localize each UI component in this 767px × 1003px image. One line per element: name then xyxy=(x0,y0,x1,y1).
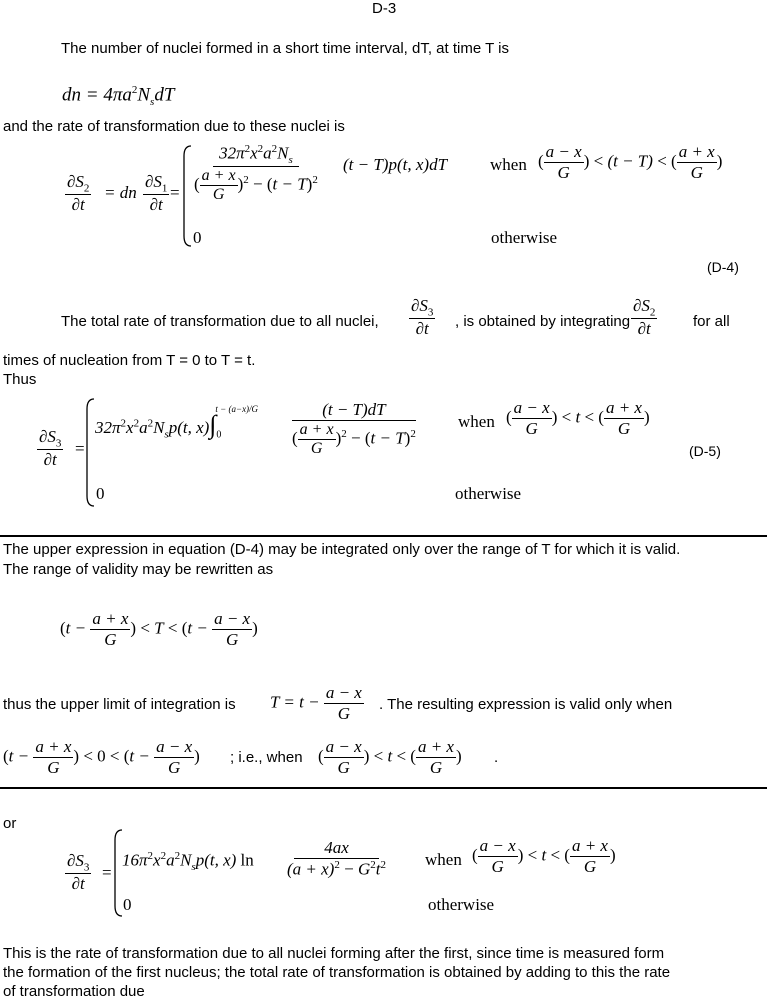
equation-d5-label: (D-5) xyxy=(689,443,721,459)
d4-lhs-1: $\frac{\partial S_2}{\partial t}$ xyxy=(67,172,90,215)
paragraph-total-rate-b: , is obtained by integrating xyxy=(455,313,631,330)
note-line-3b: . The resulting expression is valid only when xyxy=(379,696,673,713)
divider-bottom xyxy=(0,787,767,789)
fraction-dS3-dt: $\frac{\partial S_3}{\partial t}$ xyxy=(411,296,434,339)
equation-d4-label: (D-4) xyxy=(707,259,739,275)
equation-final: $\frac{\partial S_3}{\partial t}$ = $16\pi^2x^2a^2N_sp(t$, x) ln $\frac{4ax}{(a + x)^2 - G^2t^2}$ when ( $\frac{a - x}{G}$ ) < t < ( $\frac{a + x}{G}$ ) 0 otherwise xyxy=(67,836,616,914)
paragraph-nuclei-count: The number of nuclei formed in a short time interval, dT, at time T is xyxy=(61,40,509,57)
equation-d4: $\frac{\partial S_2}{\partial t}$ = dn $\frac{\partial S_1}{\partial t}$ = $32\pi^2x^2a^2N_s$ ( $\frac{a + x}{G}$ )$^2 - (t - T)^2$ (t − T)p(t, x)dT when ( $\frac{a - x}{G}$ ) < (t − T) < ( $\frac{a + x}{G}$ ) 0 otherwise xyxy=(67,142,723,247)
closing-line-2: the formation of the first nucleus; the total rate of transformation is obtained by adding to this the rate xyxy=(3,964,671,981)
note-line-4a: ; i.e., when xyxy=(230,749,303,766)
d4-lhs-2: $\frac{\partial S_1}{\partial t}$ xyxy=(145,172,168,215)
equation-dn: dn = $4\pi a^2N_sdT$ xyxy=(62,84,175,109)
paragraph-thus: Thus xyxy=(3,371,37,388)
page-label: D-3 xyxy=(372,0,397,17)
paragraph-or: or xyxy=(3,815,17,832)
equation-d5: $\frac{\partial S_3}{\partial t}$ = $32\pi^2x^2a^2N_sp(t$, $x)\int_0^{t - (a-x)/G}$ (t − T)dT ( $\frac{a + x}{G}$ )$^2 - (t - T)^2$ when ( $\frac{a - x}{G}$ ) < t < ( $\frac{a + x}{G}$ ) 0 otherwise xyxy=(39,398,650,503)
fraction-dS2-dt: $\frac{\partial S_2}{\partial t}$ xyxy=(633,296,656,339)
paragraph-nucleation-times: times of nucleation from T = 0 to T = t. xyxy=(3,352,256,369)
equation-t-condition: ( $\frac{a - x}{G}$ ) < t < ( $\frac{a + x}{G}$ ) xyxy=(318,737,462,777)
paragraph-total-rate-a: The total rate of transformation due to all nuclei, xyxy=(61,313,379,330)
note-line-1: The upper expression in equation (D-4) may be integrated only over the range of T for which it is valid. xyxy=(3,541,681,558)
closing-line-1: This is the rate of transformation due to all nuclei forming after the first, since time is measured form xyxy=(3,945,665,962)
note-line-4b: . xyxy=(494,749,499,766)
note-line-2: The range of validity may be rewritten as xyxy=(3,561,274,578)
note-line-3a: thus the upper limit of integration is xyxy=(3,696,236,713)
equation-upper-limit: T = t − $\frac{a - x}{G}$ xyxy=(270,683,362,723)
equation-validity-condition: (t − $\frac{a + x}{G}$ ) < 0 < (t − $\frac{a - x}{G}$ ) xyxy=(3,737,200,777)
divider-top xyxy=(0,535,767,537)
paragraph-total-rate-c: for all xyxy=(693,313,730,330)
paragraph-rate-intro: and the rate of transformation due to these nuclei is xyxy=(3,118,345,135)
equation-validity-range: (t − $\frac{a + x}{G}$ ) < T < (t − $\frac{a - x}{G}$ ) xyxy=(60,609,258,649)
closing-line-3: of transformation due xyxy=(3,983,145,1000)
